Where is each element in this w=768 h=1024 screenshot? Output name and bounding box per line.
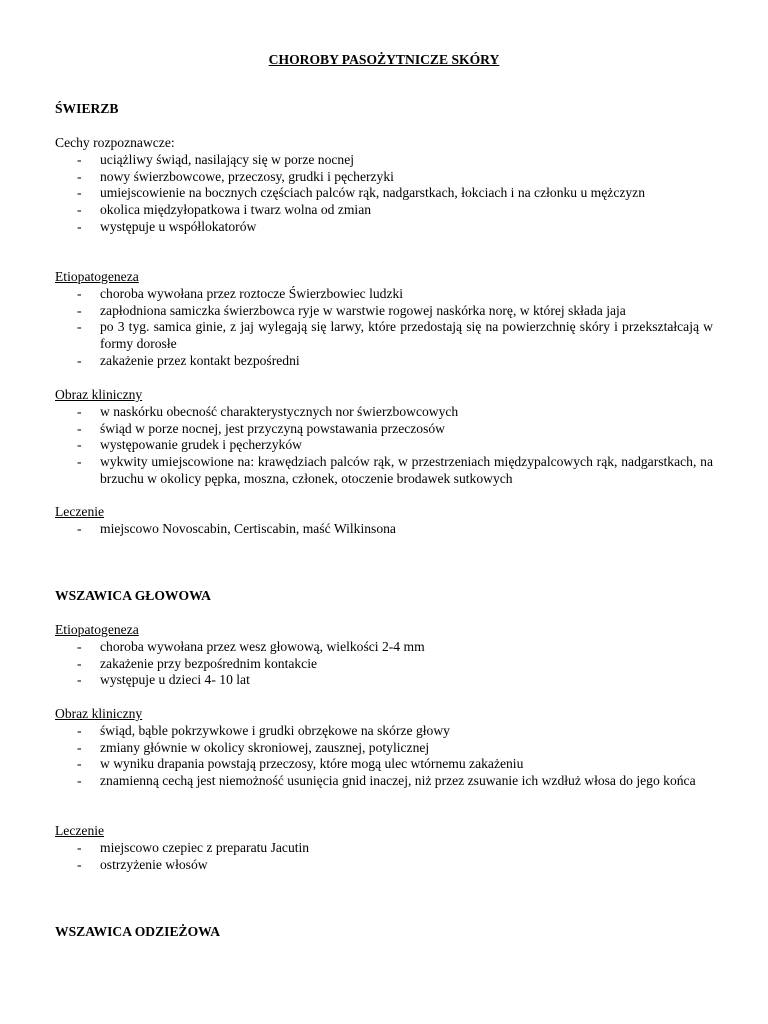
bullet-dash: - (77, 218, 82, 234)
bullet-dash: - (77, 168, 82, 184)
document-title: CHOROBY PASOŻYTNICZE SKÓRY (268, 52, 500, 67)
bullet-dash: - (77, 437, 82, 453)
subsection-etiopatogeneza (55, 269, 713, 370)
subsection-cechy (55, 135, 713, 236)
subsection-obraz-kliniczny (55, 706, 713, 790)
bullet-dash: - (77, 722, 82, 738)
bullet-list (55, 840, 713, 874)
bullet-dash: - (77, 319, 82, 335)
list-item: - choroba wywołana przez roztocze Świerzbowiec ludzki (77, 285, 404, 301)
list-item: - zapłodniona samiczka świerzbowca ryje w warstwie rogowej naskórka norę, w której składa jaja (77, 302, 626, 318)
list-item: - w naskórku obecność charakterystycznych nor świerzbowcowych (77, 403, 459, 419)
list-item: - umiejscowienie na bocznych częściach palców rąk, nadgarstkach, łokciach i na członku u mężczyzn (77, 185, 646, 201)
section-heading-wszawica-odziezowa: WSZAWICA ODZIEŻOWA (55, 924, 221, 939)
list-item: - po 3 tyg. samica ginie, z jaj wylegają się larwy, które przedostają się na powierzchnię skóry i przekształcają w formy dorosłe (77, 319, 713, 352)
bullet-list (55, 723, 713, 790)
list-item: - znamienną cechą jest niemożność usunięcia gnid inaczej, niż przez zsuwanie ich wzdłuż włosa do jego końca (77, 773, 696, 789)
bullet-dash: - (77, 285, 82, 301)
bullet-dash: - (77, 773, 82, 789)
subsection-label-cechy: Cechy rozpoznawcze: (55, 135, 175, 150)
list-item: - nowy świerzbowcowe, przeczosy, grudki i pęcherzyki (77, 168, 394, 184)
subsection-obraz-kliniczny (55, 387, 713, 488)
subsection-leczenie (55, 504, 713, 538)
list-item: - miejscowo czepiec z preparatu Jacutin (77, 839, 310, 855)
list-item: - okolica międzyłopatkowa i twarz wolna od zmian (77, 202, 372, 218)
subsection-label-leczenie: Leczenie (55, 504, 105, 519)
list-item: - choroba wywołana przez wesz głowową, wielkości 2-4 mm (77, 638, 425, 654)
subsection-leczenie (55, 823, 713, 873)
bullet-dash: - (77, 520, 82, 536)
bullet-dash: - (77, 202, 82, 218)
bullet-dash: - (77, 756, 82, 772)
list-item: - świąd, bąble pokrzywkowe i grudki obrzękowe na skórze głowy (77, 722, 450, 738)
section-heading-swierzb: ŚWIERZB (55, 101, 119, 116)
list-item: - występuje u współlokatorów (77, 218, 257, 234)
bullet-dash: - (77, 420, 82, 436)
list-item: - miejscowo Novoscabin, Certiscabin, maść Wilkinsona (77, 520, 396, 536)
bullet-dash: - (77, 655, 82, 671)
list-item: - zakażenie przy bezpośrednim kontakcie (77, 655, 318, 671)
section-heading-wszawica-glowowa: WSZAWICA GŁOWOWA (55, 588, 211, 603)
subsection-etiopatogeneza (55, 622, 713, 689)
bullet-dash: - (77, 185, 82, 201)
list-item: - zmiany głównie w okolicy skroniowej, zausznej, potylicznej (77, 739, 430, 755)
list-item: - świąd w porze nocnej, jest przyczyną powstawania przeczosów (77, 420, 445, 436)
subsection-label-etiopatogeneza: Etiopatogeneza (55, 622, 139, 637)
list-item: - występuje u dzieci 4- 10 lat (77, 672, 250, 688)
list-item: - zakażenie przez kontakt bezpośredni (77, 352, 300, 368)
subsection-label-obraz: Obraz kliniczny (55, 706, 143, 721)
bullet-dash: - (77, 302, 82, 318)
bullet-dash: - (77, 672, 82, 688)
bullet-dash: - (77, 638, 82, 654)
bullet-list (55, 286, 713, 370)
bullet-dash: - (77, 856, 82, 872)
bullet-dash: - (77, 454, 82, 470)
list-item: - ostrzyżenie włosów (77, 856, 208, 872)
subsection-label-etiopatogeneza: Etiopatogeneza (55, 269, 139, 284)
bullet-list (55, 639, 713, 689)
bullet-list (55, 521, 713, 538)
subsection-label-obraz: Obraz kliniczny (55, 387, 143, 402)
bullet-dash: - (77, 151, 82, 167)
bullet-list (55, 404, 713, 488)
bullet-list (55, 152, 713, 236)
bullet-dash: - (77, 403, 82, 419)
list-item: - w wyniku drapania powstają przeczosy, które mogą ulec wtórnemu zakażeniu (77, 756, 524, 772)
subsection-label-leczenie: Leczenie (55, 823, 105, 838)
list-item: - wykwity umiejscowione na: krawędziach palców rąk, w przestrzeniach międzypalcowych rąk, nadgarstkach, na brzuchu w okolicy pępka, moszna, członek, otoczenie brodawek sutkowych (77, 454, 713, 486)
bullet-dash: - (77, 839, 82, 855)
bullet-dash: - (77, 352, 82, 368)
list-item: - występowanie grudek i pęcherzyków (77, 437, 302, 453)
list-item: - uciążliwy świąd, nasilający się w porze nocnej (77, 151, 355, 167)
bullet-dash: - (77, 739, 82, 755)
